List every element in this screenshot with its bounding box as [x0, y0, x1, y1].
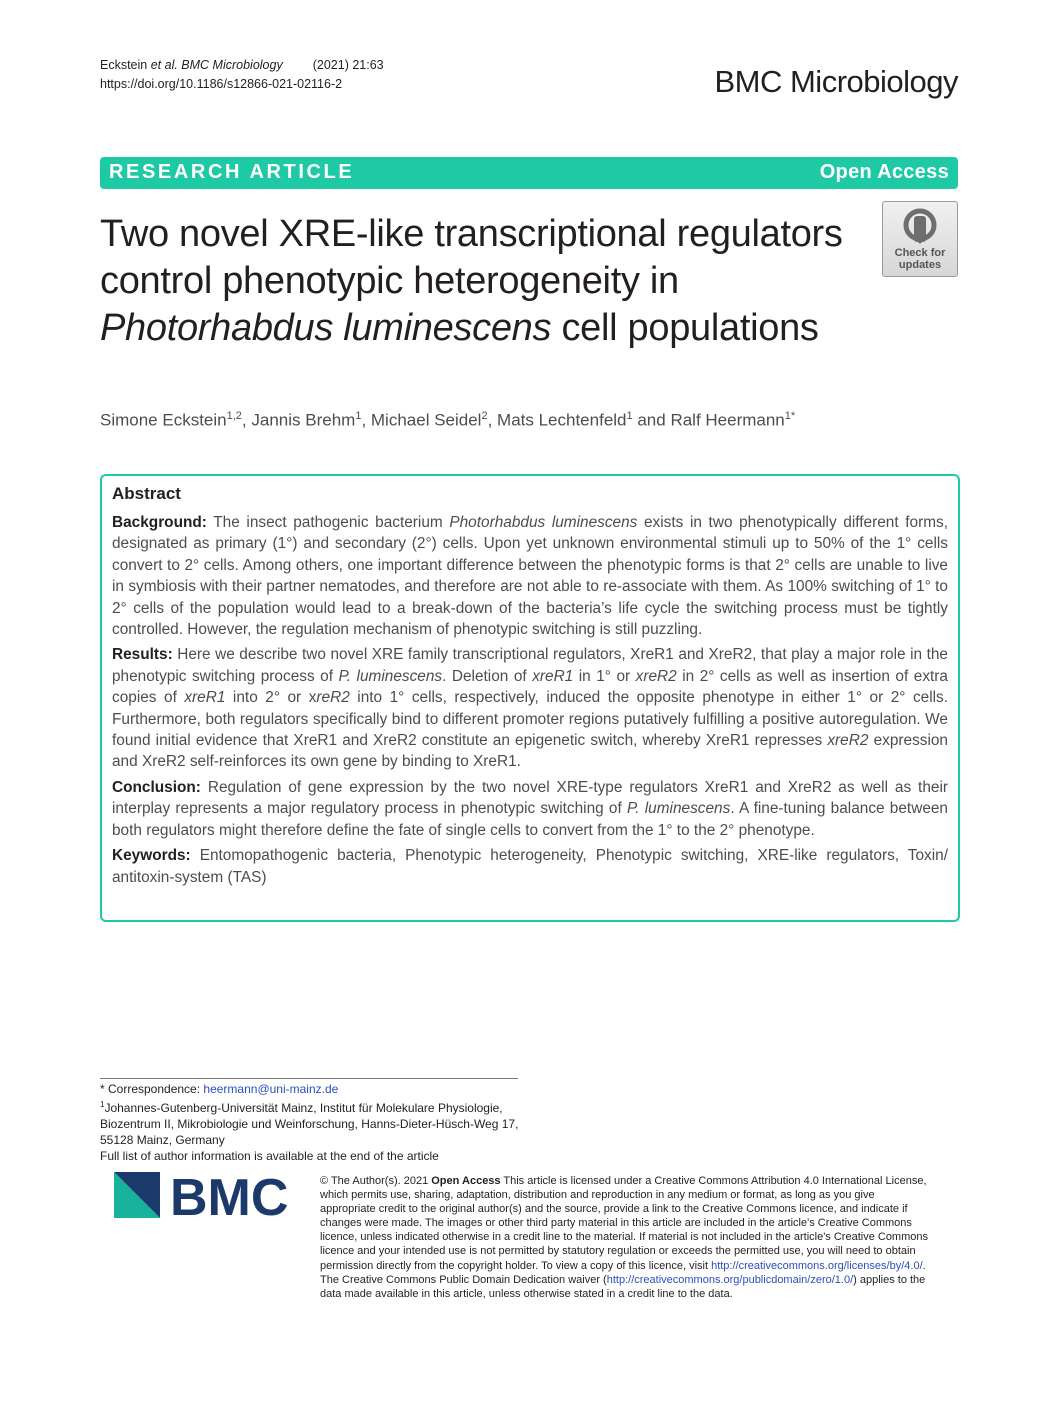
conclusion-text-1: Regulation of gene expression by the two novel XRE-type regulators XreR1 and XreR2 as well as their interplay represents a major regulatory process in phenotypic switching of: [112, 778, 948, 818]
license-copyright: © The Author(s). 2021: [320, 1175, 432, 1187]
abstract-results: [112, 644, 948, 772]
conclusion-text-2: . A fine-tuning balance between both regulators might therefore define the fate of single cells to convert from the 1° to the 2° phenotype.: [112, 800, 948, 839]
results-text-c: in 1° or: [573, 667, 636, 685]
bmc-logo: [114, 1172, 298, 1223]
abstract-heading: Abstract: [112, 484, 181, 503]
abstract-background: [112, 512, 948, 640]
author-affiliation-marker: 1: [355, 410, 362, 422]
keywords-text: Entomopathogenic bacteria, Phenotypic heterogeneity, Phenotypic switching, XRE-like regulators, Toxin/ antitoxin-system (TAS): [112, 847, 948, 886]
citation-header: [100, 56, 384, 94]
affiliation-marker: 1: [100, 1100, 105, 1109]
author-name: Mats Lechtenfeld: [497, 410, 627, 430]
license-link-cc-zero[interactable]: http://creativecommons.org/publicdomain/zero/1.0/: [606, 1273, 854, 1286]
bmc-logo-mark-icon: [114, 1172, 298, 1218]
author-affiliation-marker: 1,2: [226, 410, 242, 422]
bmc-logo-text: BMC: [170, 1172, 289, 1218]
title-text-1: Two novel XRE-like transcriptional regulators control phenotypic heterogeneity in: [100, 213, 843, 302]
license-open-access: Open Access: [431, 1175, 501, 1187]
author-affiliation-marker: 1*: [784, 410, 796, 422]
conclusion-species: P. luminescens: [626, 800, 731, 818]
results-text-a: Here we describe two novel XRE family transcriptional regulators, XreR1 and XreR2, that play a major role in the phenotypic switching process of: [112, 646, 948, 685]
results-italic-2: xreR1: [532, 667, 574, 685]
license-statement: [320, 1174, 930, 1301]
full-list-note: Full list of author information is available at the end of the article: [100, 1149, 439, 1163]
results-text-d: in 2° cells as well as insertion of extra copies of: [112, 667, 948, 707]
affiliation: [100, 1097, 520, 1148]
update-circle-icon: [903, 208, 937, 244]
correspondence-label: * Correspondence:: [100, 1082, 204, 1096]
results-italic-5: reR2: [316, 689, 350, 707]
citation-authors: Eckstein: [100, 58, 151, 72]
author-name: Ralf Heermann: [670, 410, 785, 430]
article-type-banner: [100, 157, 958, 189]
license-text-a: This article is licensed under a Creative Commons Attribution 4.0 International License, which permits use, sharing, adaptation, distribution and reproduction in any medium or format, as long as you give appropriate credit to the original author(s) and the source, provide a link to the Creative Commons licence, and indicate if changes were made. The images or other third party material in this article are included in the article's Creative Commons licence, unless indicated otherwise in a credit line to the material. If material is not included in the article's Creative Commons licence and your intended use is not permitted by statutory regulation or exceeds the permitted use, you will need to obtain permission directly from the copyright holder. To view a copy of this licence, visit: [320, 1175, 928, 1272]
footnote-divider: [100, 1078, 518, 1079]
keywords-label: Keywords:: [112, 847, 191, 865]
author-name: Jannis Brehm: [251, 410, 356, 430]
affiliation-text: Johannes-Gutenberg-Universität Mainz, Institut für Molekulare Physiologie, Biozentrum II, Mikrobiologie und Weinforschung, Hanns-Dieter-Hüsch-Weg 17, 55128 Mainz, Germany: [100, 1101, 519, 1147]
results-label: Results:: [112, 646, 173, 664]
abstract-keywords: [112, 845, 948, 888]
background-label: Background:: [112, 514, 207, 531]
citation-journal: et al. BMC Microbiology: [150, 58, 283, 72]
abstract-conclusion: [112, 777, 948, 841]
author-separator: ,: [487, 410, 498, 430]
results-text-e: into 2° or x: [225, 689, 317, 707]
author-separator: ,: [241, 410, 252, 430]
author-separator: and: [632, 410, 671, 430]
results-italic-6: xreR2: [827, 732, 869, 750]
background-text-2: exists in two phenotypically different forms, designated as primary (1°) and secondary (2°) cells. Upon yet unknown environmental stimuli up to 50% of the 1° cells convert to 2° cells. Among others, one important difference between the phenotypic forms is that 2° cells are unable to live in symbiosis with their partner nematodes, and therefore are not able to re-associate with them. As 100% switching of 1° to 2° cells of the population would lead to a break-down of the bacteria’s life cycle the switching process must be tightly controlled. However, the regulation mechanism of phenotypic switching is still puzzling.: [112, 514, 948, 639]
background-text-1: The insect pathogenic bacterium: [206, 514, 450, 531]
correspondence: [100, 1081, 520, 1097]
results-text-g: expression and XreR2 self-reinforces its own gene by binding to XreR1.: [112, 732, 948, 771]
license-text-c: ) applies to the data made available in this article, unless otherwise stated in a credit line to the data.: [320, 1273, 926, 1300]
doi-link[interactable]: https://doi.org/10.1186/s12866-021-02116-2: [100, 77, 343, 91]
author-separator: ,: [361, 410, 371, 430]
license-text-b: . The Creative Commons Public Domain Dedication waiver (: [320, 1259, 926, 1286]
title-species: Photorhabdus luminescens: [100, 307, 552, 349]
author-affiliation-marker: 1: [626, 410, 633, 422]
citation-year: (2021) 21:63: [312, 58, 384, 72]
title-text-2: cell populations: [551, 307, 819, 349]
conclusion-label: Conclusion:: [112, 778, 201, 796]
results-text-b: . Deletion of: [442, 667, 533, 685]
results-italic-1: P. luminescens: [338, 667, 443, 685]
journal-name: BMC Microbiology: [714, 64, 958, 99]
author-list: [100, 410, 795, 431]
article-title: [100, 211, 860, 352]
badge-text: [883, 247, 957, 271]
background-species: Photorhabdus luminescens: [449, 514, 638, 531]
results-text-f: into 1° cells, respectively, induced the opposite phenotype in either 1° or 2° cells. Furthermore, both regulators specifically bind to different promoter regions putatively fulfilling a positive autoregulation. We found initial evidence that XreR1 and XreR2 constitute an epigenetic switch, whereby XreR1 represses: [112, 689, 949, 750]
author-name: Simone Eckstein: [100, 410, 227, 430]
open-access-label: Open Access: [819, 161, 949, 183]
author-name: Michael Seidel: [370, 410, 482, 430]
article-type-label: RESEARCH ARTICLE: [109, 161, 355, 183]
footnotes: [100, 1081, 520, 1164]
results-italic-3: xreR2: [635, 667, 677, 685]
license-link-cc-by[interactable]: http://creativecommons.org/licenses/by/4.0/: [711, 1259, 923, 1272]
abstract-box: [100, 474, 960, 922]
badge-line-2: updates: [898, 259, 942, 271]
badge-line-1: Check for: [894, 247, 946, 259]
results-italic-4: xreR1: [184, 689, 226, 707]
author-affiliation-marker: 2: [481, 410, 488, 422]
correspondence-email-link[interactable]: heermann@uni-mainz.de: [203, 1082, 339, 1096]
check-for-updates-badge[interactable]: [882, 201, 958, 277]
